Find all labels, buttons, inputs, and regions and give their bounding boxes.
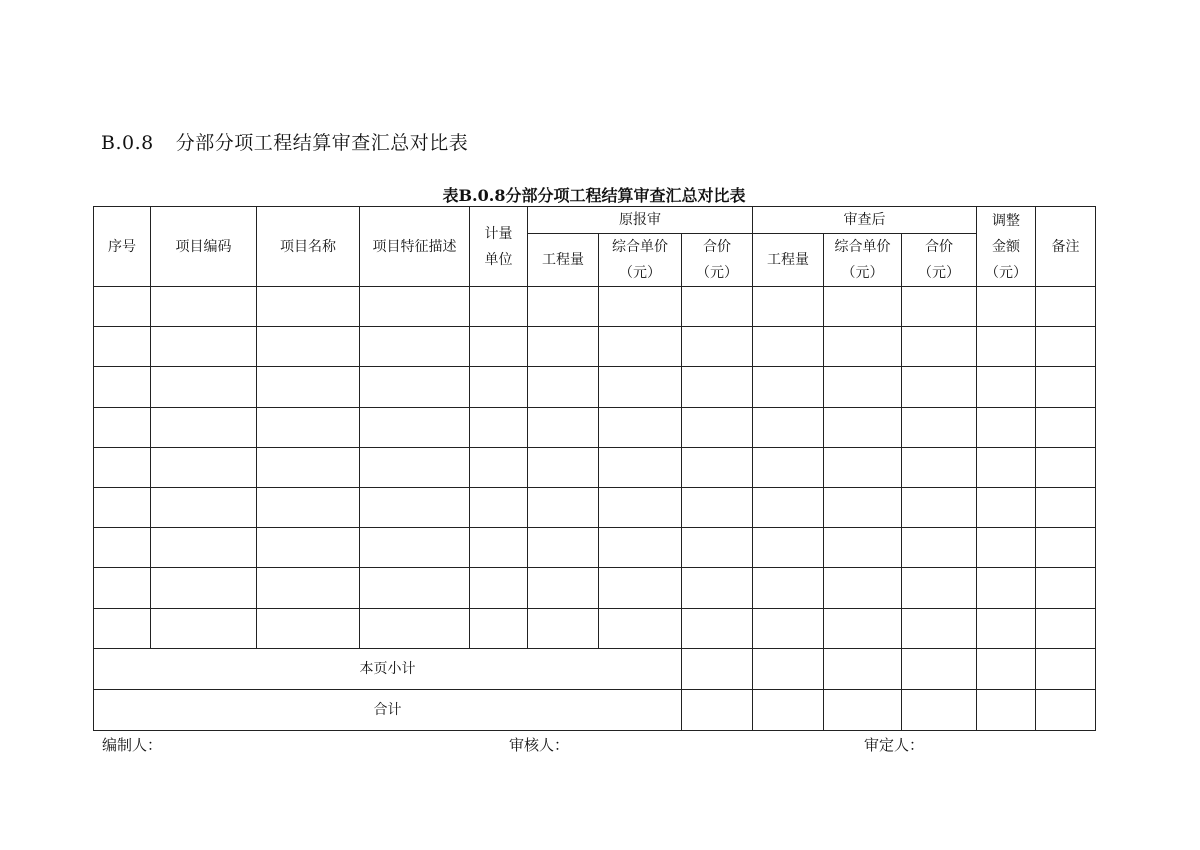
table-cell xyxy=(528,287,599,327)
approved-by-label: 审定人： xyxy=(864,736,925,754)
table-cell xyxy=(528,568,599,608)
summary-cell xyxy=(824,648,902,689)
table-cell xyxy=(977,487,1036,527)
table-cell xyxy=(94,407,151,447)
table-cell xyxy=(360,447,470,487)
table-row xyxy=(94,487,1096,527)
table-cell xyxy=(470,367,528,407)
table-cell xyxy=(753,528,824,568)
table-cell xyxy=(682,287,753,327)
header-reviewed-unit-price xyxy=(824,234,902,287)
table-cell xyxy=(94,327,151,367)
table-cell xyxy=(528,447,599,487)
table-cell xyxy=(977,528,1036,568)
table-cell xyxy=(753,407,824,447)
table-cell xyxy=(1036,407,1096,447)
table-cell xyxy=(902,608,977,648)
table-cell xyxy=(257,407,360,447)
table-cell xyxy=(257,447,360,487)
table-cell xyxy=(528,528,599,568)
header-reviewed-total-line2: （元） xyxy=(918,265,961,281)
table-cell xyxy=(753,487,824,527)
table-cell xyxy=(528,487,599,527)
table-cell xyxy=(360,367,470,407)
table-cell xyxy=(977,407,1036,447)
table-cell xyxy=(682,528,753,568)
header-original-total-price xyxy=(682,234,753,287)
table-cell xyxy=(151,528,257,568)
table-cell xyxy=(257,327,360,367)
reviewed-by-label: 审核人： xyxy=(509,736,570,754)
table-cell xyxy=(470,568,528,608)
table-cell xyxy=(470,327,528,367)
table-cell xyxy=(360,608,470,648)
header-row-top xyxy=(94,207,1096,234)
table-cell xyxy=(257,287,360,327)
header-original-unit-price-line2: （元） xyxy=(619,265,661,281)
table-cell xyxy=(94,487,151,527)
header-adjust-line3: （元） xyxy=(985,264,1028,281)
table-cell xyxy=(753,447,824,487)
table-cell xyxy=(977,327,1036,367)
table-cell xyxy=(824,487,902,527)
table-cell xyxy=(470,528,528,568)
table-cell xyxy=(902,568,977,608)
table-cell xyxy=(528,407,599,447)
table-cell xyxy=(1036,487,1096,527)
table-cell xyxy=(1036,287,1096,327)
table-row xyxy=(94,528,1096,568)
table-cell xyxy=(977,447,1036,487)
table-cell xyxy=(753,608,824,648)
header-remarks: 备注 xyxy=(1036,207,1096,287)
table-cell xyxy=(257,608,360,648)
table-cell xyxy=(1036,447,1096,487)
table-cell xyxy=(1036,568,1096,608)
table-cell xyxy=(753,287,824,327)
section-heading xyxy=(101,128,468,155)
summary-cell xyxy=(682,648,753,689)
table-cell xyxy=(682,487,753,527)
header-desc: 项目特征描述 xyxy=(360,207,470,287)
header-original-unit-price-line1: 综合单价 xyxy=(612,239,668,255)
table-cell xyxy=(682,568,753,608)
header-adjust-line1: 调整 xyxy=(992,212,1021,229)
table-cell xyxy=(599,287,682,327)
summary-cell xyxy=(1036,689,1096,730)
header-original-group: 原报审 xyxy=(528,207,753,234)
table-cell xyxy=(977,367,1036,407)
table-cell xyxy=(528,367,599,407)
table-cell xyxy=(360,287,470,327)
table-cell xyxy=(682,608,753,648)
header-reviewed-unit-price-line2: （元） xyxy=(841,265,884,281)
table-cell xyxy=(977,287,1036,327)
summary-cell xyxy=(1036,648,1096,689)
table-cell xyxy=(528,327,599,367)
table-row xyxy=(94,407,1096,447)
table-cell xyxy=(753,327,824,367)
table-cell xyxy=(257,487,360,527)
table-cell xyxy=(470,407,528,447)
table-cell xyxy=(151,287,257,327)
table-cell xyxy=(824,568,902,608)
table-cell xyxy=(360,327,470,367)
table-cell xyxy=(977,608,1036,648)
table-cell xyxy=(360,487,470,527)
table-cell xyxy=(151,447,257,487)
header-code: 项目编码 xyxy=(151,207,257,287)
table-cell xyxy=(682,407,753,447)
summary-cell xyxy=(753,648,824,689)
table-cell xyxy=(824,447,902,487)
summary-cell xyxy=(902,648,977,689)
table-cell xyxy=(151,487,257,527)
table-row xyxy=(94,287,1096,327)
table-cell xyxy=(753,568,824,608)
table-cell xyxy=(599,608,682,648)
table-cell xyxy=(151,327,257,367)
header-reviewed-group: 审查后 xyxy=(753,207,977,234)
header-unit xyxy=(470,207,528,287)
header-unit-line2: 单位 xyxy=(484,251,513,268)
total-label: 合计 xyxy=(94,689,682,730)
table-cell xyxy=(94,367,151,407)
table-cell xyxy=(824,367,902,407)
table-cell xyxy=(1036,367,1096,407)
table-cell xyxy=(599,447,682,487)
table-cell xyxy=(360,407,470,447)
header-adjust xyxy=(977,207,1036,287)
summary-cell xyxy=(977,648,1036,689)
section-title: 分部分项工程结算审查汇总对比表 xyxy=(175,132,469,154)
table-cell xyxy=(1036,608,1096,648)
table-cell xyxy=(360,568,470,608)
header-name: 项目名称 xyxy=(257,207,360,287)
header-original-quantity: 工程量 xyxy=(528,234,599,287)
prepared-by-label: 编制人： xyxy=(102,736,163,754)
table-cell xyxy=(902,487,977,527)
section-number: B.0.8 xyxy=(101,132,154,154)
table-cell xyxy=(470,487,528,527)
header-reviewed-quantity: 工程量 xyxy=(753,234,824,287)
table-cell xyxy=(599,407,682,447)
header-unit-line1: 计量 xyxy=(484,225,513,242)
header-seq: 序号 xyxy=(94,207,151,287)
table-cell xyxy=(151,568,257,608)
table-cell xyxy=(902,528,977,568)
total-row xyxy=(94,689,1096,730)
table-cell xyxy=(470,447,528,487)
table-row xyxy=(94,447,1096,487)
table-cell xyxy=(257,367,360,407)
table-cell xyxy=(151,367,257,407)
table-cell xyxy=(1036,327,1096,367)
table-cell xyxy=(682,327,753,367)
table-cell xyxy=(599,568,682,608)
table-cell xyxy=(470,287,528,327)
header-original-total-line1: 合价 xyxy=(703,239,731,255)
page-subtotal-row xyxy=(94,648,1096,689)
table-cell xyxy=(682,447,753,487)
header-original-unit-price xyxy=(599,234,682,287)
table-cell xyxy=(824,608,902,648)
table-cell xyxy=(599,327,682,367)
table-cell xyxy=(902,407,977,447)
table-cell xyxy=(94,568,151,608)
table-cell xyxy=(824,528,902,568)
summary-cell xyxy=(682,689,753,730)
table-row xyxy=(94,367,1096,407)
summary-cell xyxy=(902,689,977,730)
table-row xyxy=(94,568,1096,608)
table-cell xyxy=(599,367,682,407)
table-row xyxy=(94,327,1096,367)
table-cell xyxy=(257,568,360,608)
table-cell xyxy=(977,568,1036,608)
table-cell xyxy=(94,608,151,648)
table-cell xyxy=(902,367,977,407)
header-original-total-line2: （元） xyxy=(696,265,738,281)
table-cell xyxy=(1036,528,1096,568)
table-cell xyxy=(902,327,977,367)
summary-cell xyxy=(824,689,902,730)
table-cell xyxy=(753,367,824,407)
header-reviewed-total-price xyxy=(902,234,977,287)
table-cell xyxy=(824,327,902,367)
table-row xyxy=(94,608,1096,648)
table-cell xyxy=(360,528,470,568)
summary-cell xyxy=(753,689,824,730)
table-cell xyxy=(94,447,151,487)
table-cell xyxy=(599,528,682,568)
table-cell xyxy=(528,608,599,648)
table-cell xyxy=(902,287,977,327)
table-cell xyxy=(151,608,257,648)
table-cell xyxy=(470,608,528,648)
settlement-review-table xyxy=(93,206,1096,731)
table-cell xyxy=(902,447,977,487)
summary-cell xyxy=(977,689,1036,730)
table-cell xyxy=(151,407,257,447)
table-cell xyxy=(824,287,902,327)
table-cell xyxy=(824,407,902,447)
table-cell xyxy=(599,487,682,527)
page-subtotal-label: 本页小计 xyxy=(94,648,682,689)
table-cell xyxy=(94,528,151,568)
header-adjust-line2: 金额 xyxy=(992,238,1021,255)
header-reviewed-unit-price-line1: 综合单价 xyxy=(834,239,891,255)
table-cell xyxy=(682,367,753,407)
table-caption: 表B.0.8分部分项工程结算审查汇总对比表 xyxy=(442,186,746,205)
table-cell xyxy=(257,528,360,568)
table-cell xyxy=(94,287,151,327)
header-reviewed-total-line1: 合价 xyxy=(925,239,954,255)
